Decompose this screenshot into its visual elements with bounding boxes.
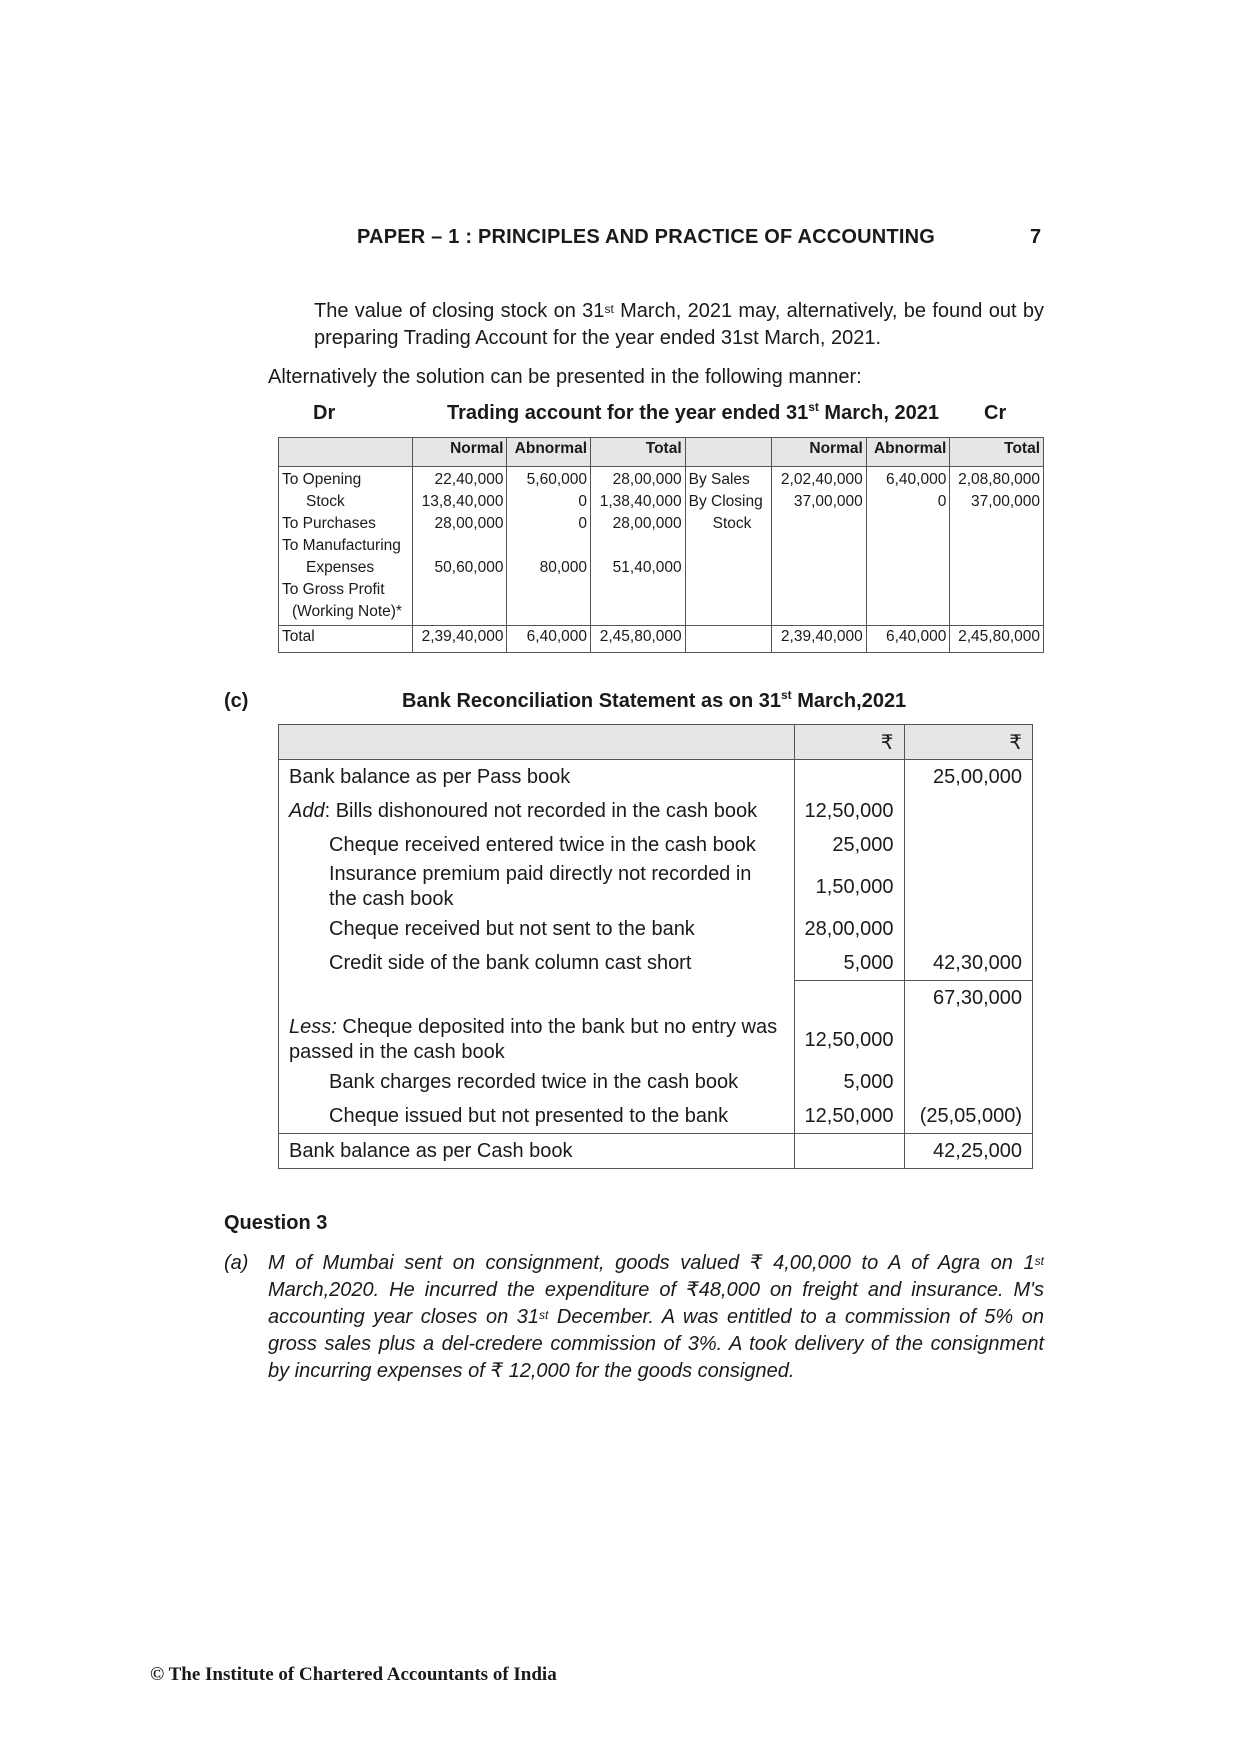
less-first-text: Cheque deposited into the bank but no entry was passed in the cash book xyxy=(289,1016,778,1063)
brs-desc xyxy=(279,1015,795,1065)
trading-account-table xyxy=(278,437,1044,653)
brs-amount-a: 1,50,000 xyxy=(794,862,904,912)
brs-desc xyxy=(279,794,795,828)
dr-abnormal-value: 0 xyxy=(578,515,588,532)
brs-row xyxy=(279,862,1033,912)
total-label: Total xyxy=(279,626,413,653)
dr-total-value: 28,00,000 xyxy=(612,515,682,532)
dr-abnormal-value xyxy=(510,535,587,557)
cr-total-column xyxy=(950,467,1044,626)
cr-abnormal-column xyxy=(866,467,950,626)
brs-amount-a: 5,000 xyxy=(794,1065,904,1099)
dr-normal-value xyxy=(416,535,504,557)
brs-row xyxy=(279,828,1033,862)
total-dr-total: 2,45,80,000 xyxy=(591,626,686,653)
trading-cr-label: Cr xyxy=(984,402,1007,424)
question-sup-1: st xyxy=(1034,1254,1044,1268)
brs-desc: Cheque received but not sent to the bank xyxy=(279,912,795,946)
section-c-label: (c) xyxy=(224,690,249,712)
page-number: 7 xyxy=(1030,226,1042,248)
dr-abnormal-column xyxy=(507,467,591,626)
cr-normal-value: 2,02,40,000 xyxy=(780,471,863,488)
brs-row xyxy=(279,1015,1033,1065)
dr-normal-value: 50,60,000 xyxy=(434,559,504,576)
question-sup-2: st xyxy=(539,1308,549,1322)
brs-title-a: Bank Reconciliation Statement as on 31 xyxy=(402,690,781,712)
total-dr-abnormal: 6,40,000 xyxy=(507,626,591,653)
add-first-text: : Bills dishonoured not recorded in the cash book xyxy=(324,799,758,822)
brs-desc: Cheque issued but not presented to the bank xyxy=(279,1099,795,1134)
brs-amount-b xyxy=(904,828,1032,862)
cr-normal-column xyxy=(772,467,867,626)
cr-total-value: 37,00,000 xyxy=(971,493,1040,510)
intro-text-b: March, 2021 may, alternatively, be found out by preparing Trading Account for the year ended 31st March, 2021. xyxy=(314,300,1044,349)
trading-dr-label: Dr xyxy=(313,402,336,424)
brs-amount-a xyxy=(794,760,904,795)
brs-desc: Credit side of the bank column cast short xyxy=(279,946,795,981)
question-text-3: December. A was entitled to a commission of 5% on gross sales plus a del-credere commission of 3%. A took delivery of the consignment by incurring expenses of ₹ 12,000 for the goods consigned. xyxy=(268,1306,1044,1382)
dr-total-column xyxy=(591,467,686,626)
cr-abnormal-value: 0 xyxy=(937,493,947,510)
dr-line: To Purchases xyxy=(282,515,376,532)
dr-particulars xyxy=(279,467,413,626)
brs-amount-a xyxy=(794,981,904,1016)
add-label: Add xyxy=(289,799,325,822)
brs-desc: Cheque received entered twice in the cash book xyxy=(279,828,795,862)
dr-normal-value: 22,40,000 xyxy=(434,471,504,488)
brs-title-b: March,2021 xyxy=(791,690,907,712)
trading-title-sup: st xyxy=(808,400,819,414)
header-cell: Abnormal xyxy=(866,438,950,467)
intro-text-a: The value of closing stock on 31 xyxy=(314,300,605,322)
brs-title-sup: st xyxy=(781,688,792,702)
intro-sup: st xyxy=(604,302,614,316)
dr-line: (Working Note)* xyxy=(292,603,402,620)
trading-body-row xyxy=(279,467,1044,626)
total-cr-normal: 2,39,40,000 xyxy=(772,626,867,653)
brs-amount-b xyxy=(904,794,1032,828)
trading-header-row xyxy=(279,438,1044,467)
brs-amount-a: 12,50,000 xyxy=(794,1015,904,1065)
header-cell: Total xyxy=(950,438,1044,467)
brs-amount-a: 12,50,000 xyxy=(794,794,904,828)
trading-title xyxy=(447,402,939,425)
brs-row xyxy=(279,760,1033,795)
dr-abnormal-value: 5,60,000 xyxy=(526,471,588,488)
brs-header-row xyxy=(279,725,1033,760)
brs-final-balance: 42,25,000 xyxy=(904,1134,1032,1169)
dr-total-value: 28,00,000 xyxy=(612,471,682,488)
dr-total-value xyxy=(594,535,682,557)
dr-normal-value: 28,00,000 xyxy=(434,515,504,532)
brs-desc: Insurance premium paid directly not recorded in the cash book xyxy=(279,862,795,912)
dr-total-value: 51,40,000 xyxy=(612,559,682,576)
header-cell: Total xyxy=(591,438,686,467)
intro-paragraph xyxy=(314,298,1044,352)
less-label: Less: xyxy=(289,1016,337,1038)
brs-amount-a xyxy=(794,1134,904,1169)
brs-amount-a: 28,00,000 xyxy=(794,912,904,946)
brs-desc: Bank charges recorded twice in the cash book xyxy=(279,1065,795,1099)
cr-line: Stock xyxy=(712,515,752,532)
brs-row xyxy=(279,794,1033,828)
dr-line: To Manufacturing xyxy=(282,537,401,554)
alternative-note: Alternatively the solution can be presented in the following manner: xyxy=(268,366,862,388)
brs-amount-b xyxy=(904,1015,1032,1065)
brs-desc: Bank balance as per Pass book xyxy=(279,760,795,795)
dr-line: Stock xyxy=(306,493,345,510)
brs-final-row xyxy=(279,1134,1033,1169)
total-dr-normal: 2,39,40,000 xyxy=(412,626,507,653)
dr-abnormal-value: 80,000 xyxy=(539,559,588,576)
total-cr-blank xyxy=(685,626,772,653)
header-cell xyxy=(279,438,413,467)
cr-abnormal-value: 6,40,000 xyxy=(885,471,947,488)
cr-line: By Sales xyxy=(688,471,750,488)
dr-line: Expenses xyxy=(306,559,375,576)
brs-desc: Bank balance as per Cash book xyxy=(279,1134,795,1169)
brs-amount-b xyxy=(904,862,1032,912)
question-part-label: (a) xyxy=(224,1252,249,1274)
brs-header-blank xyxy=(279,725,795,760)
brs-amount-b: 42,30,000 xyxy=(904,946,1032,981)
footer-copyright: © The Institute of Chartered Accountants of India xyxy=(150,1664,557,1685)
trading-total-row xyxy=(279,626,1044,653)
dr-normal-value: 13,8,40,000 xyxy=(421,493,504,510)
dr-abnormal-value: 0 xyxy=(578,493,588,510)
cr-normal-value: 37,00,000 xyxy=(793,493,863,510)
header-cell: Normal xyxy=(412,438,507,467)
trading-title-a: Trading account for the year ended 31 xyxy=(447,402,809,424)
bank-reconciliation-table xyxy=(278,724,1033,1169)
question-text-2: March,2020. He incurred the expenditure of ₹48,000 on freight and insurance. M's accounting year closes on 31 xyxy=(268,1279,1044,1328)
brs-amount-a: 25,000 xyxy=(794,828,904,862)
brs-subtotal: 67,30,000 xyxy=(904,981,1032,1016)
question-title: Question 3 xyxy=(224,1212,328,1234)
brs-row xyxy=(279,1099,1033,1134)
brs-row xyxy=(279,912,1033,946)
cr-total-value: 2,08,80,000 xyxy=(958,471,1040,488)
brs-amount-a: 5,000 xyxy=(794,946,904,981)
dr-normal-column xyxy=(412,467,507,626)
question-text xyxy=(268,1250,1044,1385)
cr-particulars xyxy=(685,467,772,626)
brs-amount-a: 12,50,000 xyxy=(794,1099,904,1134)
brs-subtotal-row xyxy=(279,981,1033,1016)
header-cell: Abnormal xyxy=(507,438,591,467)
trading-title-b: March, 2021 xyxy=(818,402,939,424)
cr-line: By Closing xyxy=(688,493,763,510)
total-cr-total: 2,45,80,000 xyxy=(950,626,1044,653)
brs-amount-b xyxy=(904,1065,1032,1099)
brs-currency-b: ₹ xyxy=(904,725,1032,760)
brs-amount-b: (25,05,000) xyxy=(904,1099,1032,1134)
brs-desc xyxy=(279,981,795,1016)
brs-currency-a: ₹ xyxy=(794,725,904,760)
brs-title xyxy=(402,690,906,713)
dr-line: To Opening xyxy=(282,471,362,488)
total-cr-abnormal: 6,40,000 xyxy=(866,626,950,653)
dr-line: To Gross Profit xyxy=(282,581,385,598)
page-header-title: PAPER – 1 : PRINCIPLES AND PRACTICE OF ACCOUNTING xyxy=(357,226,935,248)
question-text-1: M of Mumbai sent on consignment, goods valued ₹ 4,00,000 to A of Agra on 1 xyxy=(268,1252,1035,1274)
brs-row xyxy=(279,946,1033,981)
brs-amount-b xyxy=(904,912,1032,946)
header-cell xyxy=(685,438,772,467)
brs-amount-b: 25,00,000 xyxy=(904,760,1032,795)
brs-row xyxy=(279,1065,1033,1099)
dr-total-value: 1,38,40,000 xyxy=(599,493,682,510)
header-cell: Normal xyxy=(772,438,867,467)
